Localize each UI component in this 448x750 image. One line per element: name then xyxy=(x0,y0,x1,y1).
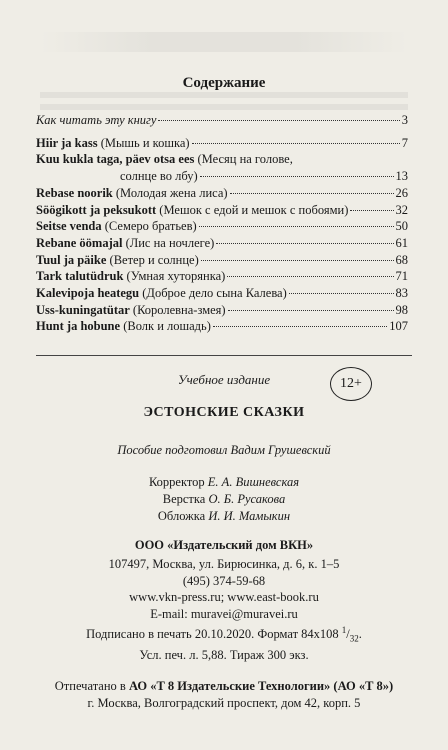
toc-entry xyxy=(36,285,408,302)
publisher-info xyxy=(0,556,448,664)
edition-type: Учебное издание xyxy=(177,372,271,387)
divider-rule xyxy=(36,355,412,356)
toc-entry-page: 32 xyxy=(395,202,408,217)
toc-entry-translation: (Ветер и солнце) xyxy=(106,252,199,267)
toc-entry xyxy=(36,202,408,219)
credit-role: Обложка xyxy=(157,509,209,523)
printer-address: г. Москва, Волгоградский проспект, дом 42, корп. 5 xyxy=(87,696,361,710)
publisher-websites: www.vkn-press.ru; www.east-book.ru xyxy=(129,590,319,604)
format-tail: . xyxy=(358,627,362,642)
toc-entry-original-title: Tuul ja päike xyxy=(36,252,107,267)
toc-leader-dots xyxy=(158,120,399,121)
toc-entry-translation: (Умная хуторянка) xyxy=(123,269,226,284)
toc-leader-dots xyxy=(216,243,393,244)
book-title: ЭСТОНСКИЕ СКАЗКИ xyxy=(143,405,305,420)
toc-entry-page: 107 xyxy=(389,319,408,334)
toc-entry xyxy=(36,302,408,319)
table-of-contents xyxy=(36,112,408,335)
toc-entry-translation: (Волк и лошадь) xyxy=(120,319,211,334)
toc-leader-dots xyxy=(227,276,393,277)
toc-entry xyxy=(36,112,408,129)
toc-entry-translation: (Доброе дело сына Калева) xyxy=(139,286,287,301)
toc-leader-dots xyxy=(200,176,394,177)
credit-role: Верстка xyxy=(162,492,209,506)
toc-entry-page: 83 xyxy=(395,286,408,301)
publisher-name: ООО «Издательский дом ВКН» xyxy=(134,538,314,552)
toc-entry-translation: солнце во лбу) xyxy=(120,169,198,184)
credit-line xyxy=(0,491,448,508)
toc-entry-page: 26 xyxy=(395,185,408,200)
toc-entry xyxy=(36,185,408,202)
credit-name: И. И. Мамыкин xyxy=(208,509,291,523)
format-denominator: 32 xyxy=(349,633,359,644)
toc-entry-translation: (Месяц на голове, xyxy=(194,152,293,167)
toc-entry xyxy=(36,235,408,252)
toc-entry-original-title: Kuu kukla taga, päev otsa ees xyxy=(36,152,195,167)
printer-line xyxy=(0,678,448,695)
toc-leader-dots xyxy=(213,326,387,327)
toc-entry-original-title: Söögikott ja peksukott xyxy=(36,202,157,217)
toc-entry-original-title: Rebane öömajal xyxy=(36,235,123,250)
credits-block xyxy=(0,474,448,525)
toc-entry-page: 13 xyxy=(395,169,408,184)
credit-name: Е. А. Вишневская xyxy=(207,475,300,489)
toc-leader-dots xyxy=(228,310,394,311)
printed-prefix: Отпечатано в xyxy=(54,679,129,693)
toc-entry xyxy=(36,318,408,335)
bleed-through-header xyxy=(40,32,408,52)
toc-entry-page: 98 xyxy=(395,302,408,317)
publisher-phone: (495) 374-59-68 xyxy=(182,573,266,588)
toc-entry xyxy=(36,135,408,152)
age-rating-badge xyxy=(330,367,372,401)
toc-entry-original-title: Kalevipoja heategu xyxy=(36,286,140,301)
credit-line xyxy=(0,508,448,525)
publisher-email: E-mail: muravei@muravei.ru xyxy=(150,606,298,621)
toc-entry-continuation xyxy=(36,168,408,185)
print-signed-line: Подписано в печать 20.10.2020. Формат 84x108 $^1/_{32}$. xyxy=(86,625,362,644)
toc-entry-original-title: Seitse venda xyxy=(36,219,102,234)
toc-entry-page: 7 xyxy=(401,135,408,150)
credit-name: О. Б. Русакова xyxy=(208,492,286,506)
print-signed-text: Подписано в печать 20.10.2020. Формат 84x108 xyxy=(86,627,339,642)
toc-title: Содержание xyxy=(182,75,266,91)
toc-entry xyxy=(36,218,408,235)
prepared-by: Пособие подготовил Вадим Грушевский xyxy=(117,443,331,457)
toc-entry-page: 68 xyxy=(395,252,408,267)
printer-info xyxy=(0,678,448,712)
toc-leader-dots xyxy=(350,210,393,211)
credit-line xyxy=(0,474,448,491)
toc-entry-page: 71 xyxy=(395,269,408,284)
toc-entry-translation: (Мешок с едой и мешок с побоями) xyxy=(156,202,349,217)
toc-entry-page: 50 xyxy=(395,219,408,234)
toc-entry-translation: (Мышь и кошка) xyxy=(97,135,190,150)
toc-leader-dots xyxy=(289,293,394,294)
toc-leader-dots xyxy=(201,260,394,261)
toc-entry-original-title: Hunt ja hobune xyxy=(36,319,121,334)
age-rating-text: 12+ xyxy=(340,376,362,391)
toc-entry xyxy=(36,268,408,285)
format-numerator: 1 xyxy=(341,625,347,635)
toc-leader-dots xyxy=(230,193,394,194)
toc-entry xyxy=(36,151,408,168)
printer-name: АО «Т 8 Издательские Технологии» (АО «Т 8») xyxy=(128,679,394,693)
publisher-address: 107497, Москва, ул. Бирюсинка, д. 6, к. 1–5 xyxy=(108,557,340,571)
bleed-through-line xyxy=(40,104,408,110)
toc-entry-original-title: Uss-kuningatütar xyxy=(36,302,130,317)
bleed-through-line xyxy=(40,92,408,98)
print-sheets: Усл. печ. л. 5,88. Тираж 300 экз. xyxy=(139,648,309,663)
toc-leader-dots xyxy=(199,226,394,227)
toc-entry-page: 61 xyxy=(395,235,408,250)
toc-entry-title: Как читать эту книгу xyxy=(36,113,157,127)
toc-entry-translation: (Королевна-змея) xyxy=(129,302,226,317)
toc-entry-translation: (Лис на ночлеге) xyxy=(122,235,215,250)
toc-entry-translation: (Молодая жена лиса) xyxy=(112,185,228,200)
toc-entry-original-title: Hiir ja kass xyxy=(36,135,98,150)
toc-entry-original-title: Rebase noorik xyxy=(36,185,113,200)
toc-entry-page: 3 xyxy=(401,113,408,127)
toc-leader-dots xyxy=(192,143,400,144)
toc-entry xyxy=(36,252,408,269)
toc-entry-translation: (Семеро братьев) xyxy=(101,219,197,234)
toc-entry-original-title: Tark talutüdruk xyxy=(36,269,124,284)
credit-role: Корректор xyxy=(148,475,208,489)
